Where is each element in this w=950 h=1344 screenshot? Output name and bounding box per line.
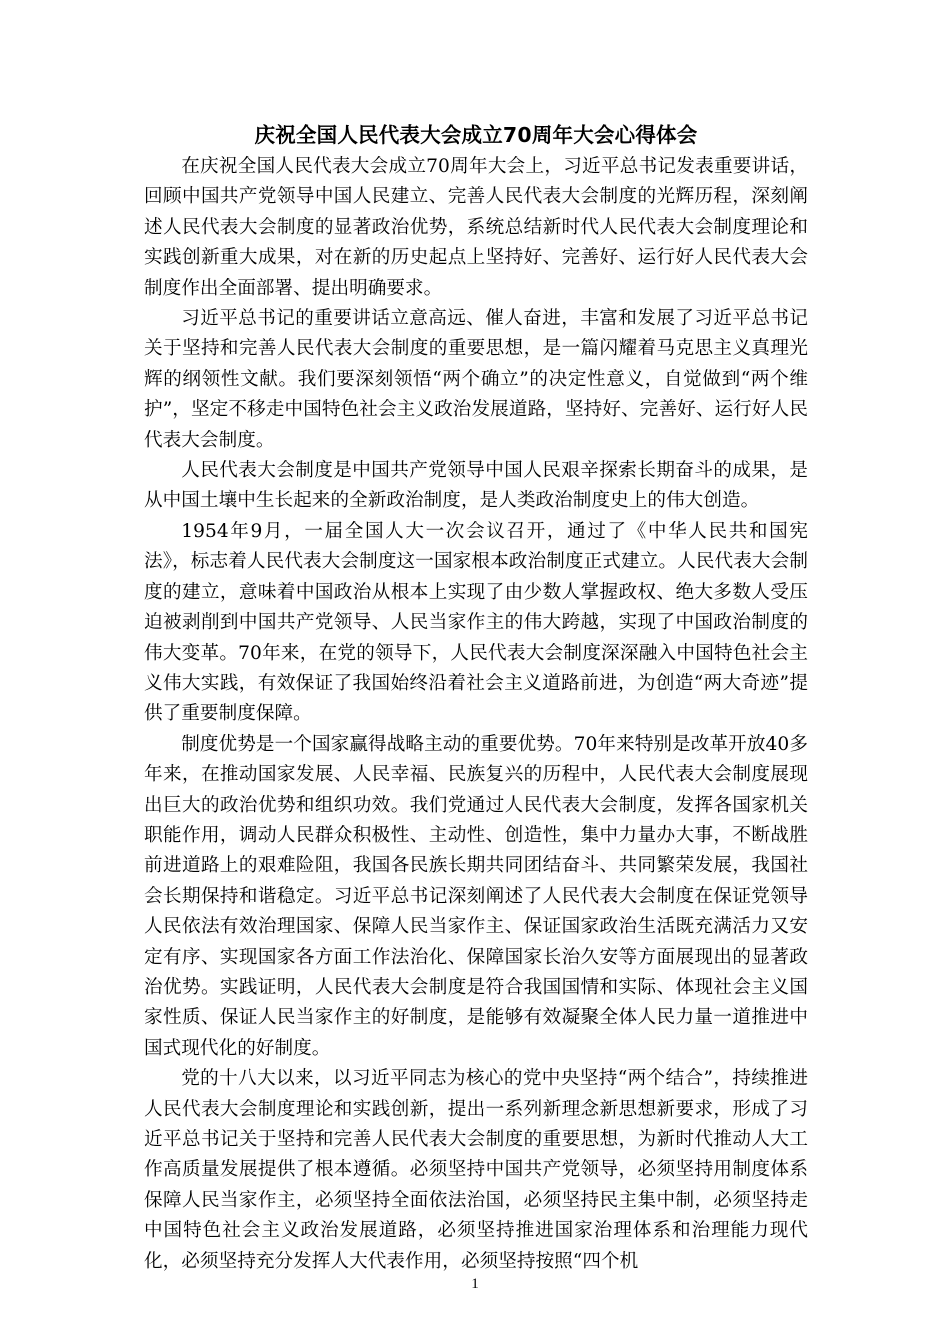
document-page	[144, 118, 808, 1277]
paragraph-3: 人民代表大会制度是中国共产党领导中国人民艰辛探索长期奋斗的成果，是从中国土壤中生长起来的全新政治制度，是人类政治制度史上的伟大创造。	[144, 460, 808, 512]
page-number: 1	[471, 1276, 479, 1292]
document-title: 庆祝全国人民代表大会成立70周年大会心得体会	[254, 123, 698, 147]
paragraph-1: 在庆祝全国人民代表大会成立70周年大会上，习近平总书记发表重要讲话，回顾中国共产党领导中国人民建立、完善人民代表大会制度的光辉历程，深刻阐述人民代表大会制度的显著政治优势，系统总结新时代人民代表大会制度理论和实践创新重大成果，对在新的历史起点上坚持好、完善好、运行好人民代表大会制度作出全面部署、提出明确要求。	[144, 156, 808, 299]
paragraph-4: 1954年9月，一届全国人大一次会议召开，通过了《中华人民共和国宪法》，标志着人民代表大会制度这一国家根本政治制度正式建立。人民代表大会制度的建立，意味着中国政治从根本上实现了由少数人掌握政权、绝大多数人受压迫被剥削到中国共产党领导、人民当家作主的伟大跨越，实现了中国政治制度的伟大变革。70年来，在党的领导下，人民代表大会制度深深融入中国特色社会主义伟大实践，有效保证了我国始终沿着社会主义道路前进，为创造“两大奇迹”提供了重要制度保障。	[144, 520, 808, 725]
paragraph-2: 习近平总书记的重要讲话立意高远、催人奋进，丰富和发展了习近平总书记关于坚持和完善人民代表大会制度的重要思想，是一篇闪耀着马克思主义真理光辉的纲领性文献。我们要深刻领悟“两个确立”的决定性意义，自觉做到“两个维护”，坚定不移走中国特色社会主义政治发展道路，坚持好、完善好、运行好人民代表大会制度。	[144, 308, 808, 451]
paragraph-5: 制度优势是一个国家赢得战略主动的重要优势。70年来特别是改革开放40多年来，在推动国家发展、人民幸福、民族复兴的历程中，人民代表大会制度展现出巨大的政治优势和组织功效。我们党通过人民代表大会制度，发挥各国家机关职能作用，调动人民群众积极性、主动性、创造性，集中力量办大事，不断战胜前进道路上的艰难险阻，我国各民族长期共同团结奋斗、共同繁荣发展，我国社会长期保持和谐稳定。习近平总书记深刻阐述了人民代表大会制度在保证党领导人民依法有效治理国家、保障人民当家作主、保证国家政治生活既充满活力又安定有序、实现国家各方面工作法治化、保障国家长治久安等方面展现出的显著政治优势。实践证明，人民代表大会制度是符合我国国情和实际、体现社会主义国家性质、保证人民当家作主的好制度，是能够有效凝聚全体人民力量一道推进中国式现代化的好制度。	[144, 733, 808, 1059]
paragraph-6: 党的十八大以来，以习近平同志为核心的党中央坚持“两个结合”，持续推进人民代表大会制度理论和实践创新，提出一系列新理念新思想新要求，形成了习近平总书记关于坚持和完善人民代表大会制度的重要思想，为新时代推动人大工作高质量发展提供了根本遵循。必须坚持中国共产党领导，必须坚持用制度体系保障人民当家作主，必须坚持全面依法治国，必须坚持民主集中制，必须坚持走中国特色社会主义政治发展道路，必须坚持推进国家治理体系和治理能力现代化，必须坚持充分发挥人大代表作用，必须坚持按照“四个机	[144, 1068, 808, 1272]
